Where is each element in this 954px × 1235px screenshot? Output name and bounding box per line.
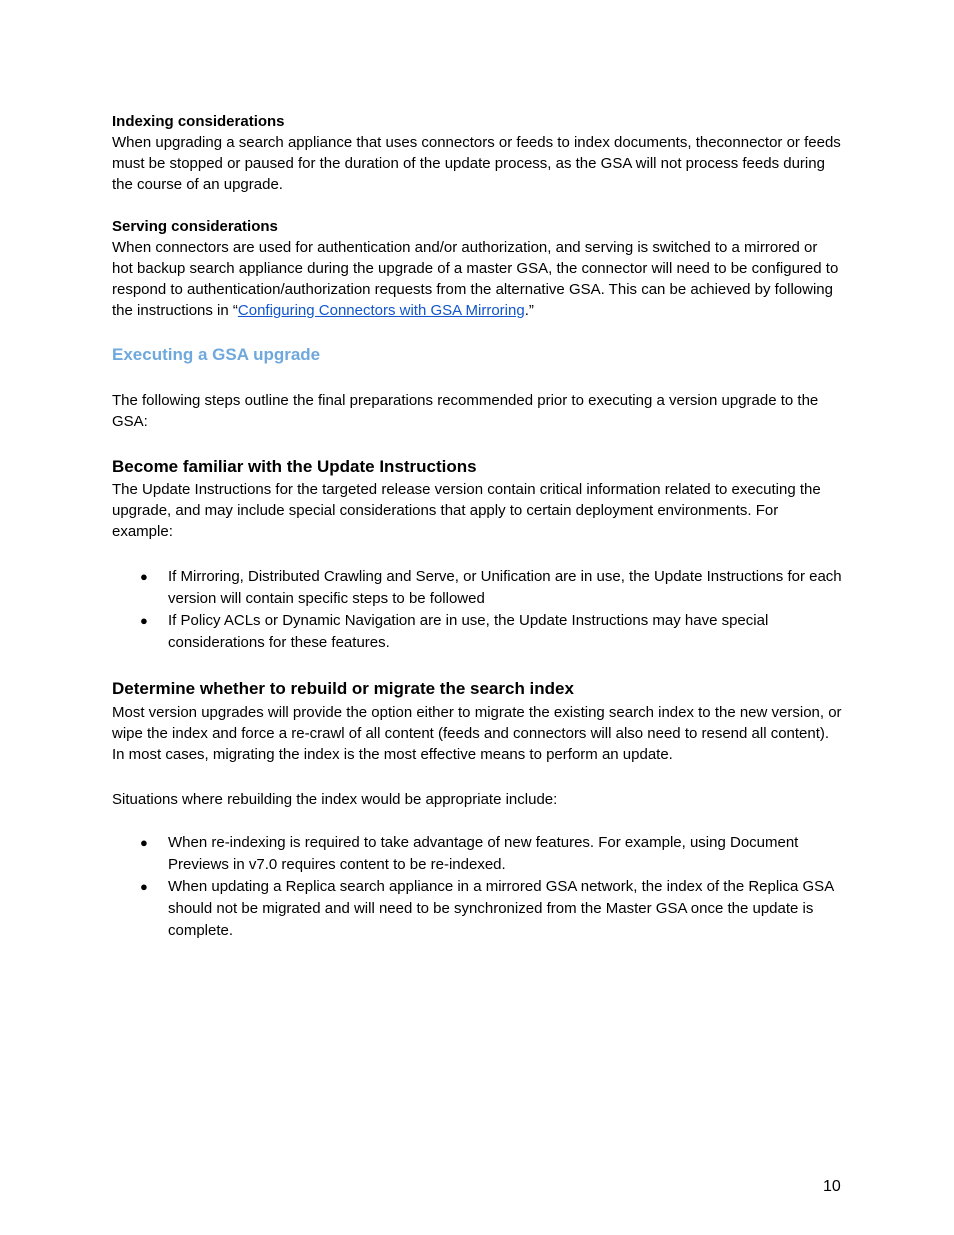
serving-heading: Serving considerations: [112, 218, 278, 235]
serving-body-text: When connectors are used for authentication and/or authorization, and serving is switched to a mirrored or hot backup search appliance during the upgrade of a master GSA, the connector will need to be configured to respond to authentication/authorization requests from the alternative GSA. This can be achieved by following the instructions in “: [112, 239, 839, 319]
serving-body: [112, 237, 842, 321]
bullet-text: If Mirroring, Distributed Crawling and Serve, or Unification are in use, the Update Instructions for each version will contain specific steps to be followed: [168, 568, 842, 607]
page-number: 10: [823, 1178, 841, 1195]
situations-intro: Situations where rebuilding the index would be appropriate include:: [112, 791, 558, 808]
situations-intro-block: [112, 789, 842, 810]
bullet-icon: ●: [140, 613, 148, 628]
executing-section: [112, 344, 842, 366]
bullet-icon: ●: [140, 569, 148, 584]
rebuild-bullets-block: [112, 832, 842, 942]
bullet-text: When re-indexing is required to take advantage of new features. For example, using Document Previews in v7.0 requires content to be re-indexed.: [168, 834, 799, 873]
familiar-heading: Become familiar with the Update Instructions: [112, 457, 477, 476]
familiar-body: The Update Instructions for the targeted release version contain critical information related to executing the upgrade, and may include special considerations that apply to certain deployment environments. For example:: [112, 481, 821, 540]
bullet-text: When updating a Replica search appliance in a mirrored GSA network, the index of the Replica GSA should not be migrated and will need to be synchronized from the Master GSA once the update is complete.: [168, 878, 834, 939]
bullet-icon: ●: [140, 835, 148, 850]
configuring-connectors-link[interactable]: Configuring Connectors with GSA Mirroring: [237, 302, 525, 319]
serving-body-end: .”: [524, 302, 534, 319]
bullet-icon: ●: [140, 879, 148, 894]
bullet-text: If Policy ACLs or Dynamic Navigation are in use, the Update Instructions may have special considerations for these features.: [168, 612, 769, 651]
familiar-bullets-block: [112, 566, 842, 654]
familiar-bullet-list: [112, 566, 842, 654]
executing-intro: The following steps outline the final preparations recommended prior to executing a version upgrade to the GSA:: [112, 392, 819, 430]
rebuild-bullet-list: [112, 832, 842, 942]
indexing-heading: Indexing considerations: [112, 113, 285, 130]
list-item: [112, 610, 842, 654]
serving-section: [112, 216, 842, 321]
rebuild-heading: Determine whether to rebuild or migrate the search index: [112, 679, 574, 698]
indexing-section: [112, 111, 842, 195]
executing-heading: Executing a GSA upgrade: [112, 345, 321, 364]
rebuild-body: Most version upgrades will provide the option either to migrate the existing search index to the new version, or wipe the index and force a re-crawl of all content (feeds and connectors will also need to resend all content). In most cases, migrating the index is the most effective means to perform an update.: [112, 704, 842, 763]
familiar-section: [112, 456, 842, 542]
list-item: [112, 832, 842, 876]
list-item: [112, 876, 842, 942]
indexing-body: When upgrading a search appliance that uses connectors or feeds to index documents, theconnector or feeds must be stopped or paused for the duration of the update process, as the GSA will not process feeds during the course of an upgrade.: [112, 134, 841, 193]
list-item: [112, 566, 842, 610]
executing-intro-block: [112, 390, 842, 432]
rebuild-section: [112, 678, 842, 765]
